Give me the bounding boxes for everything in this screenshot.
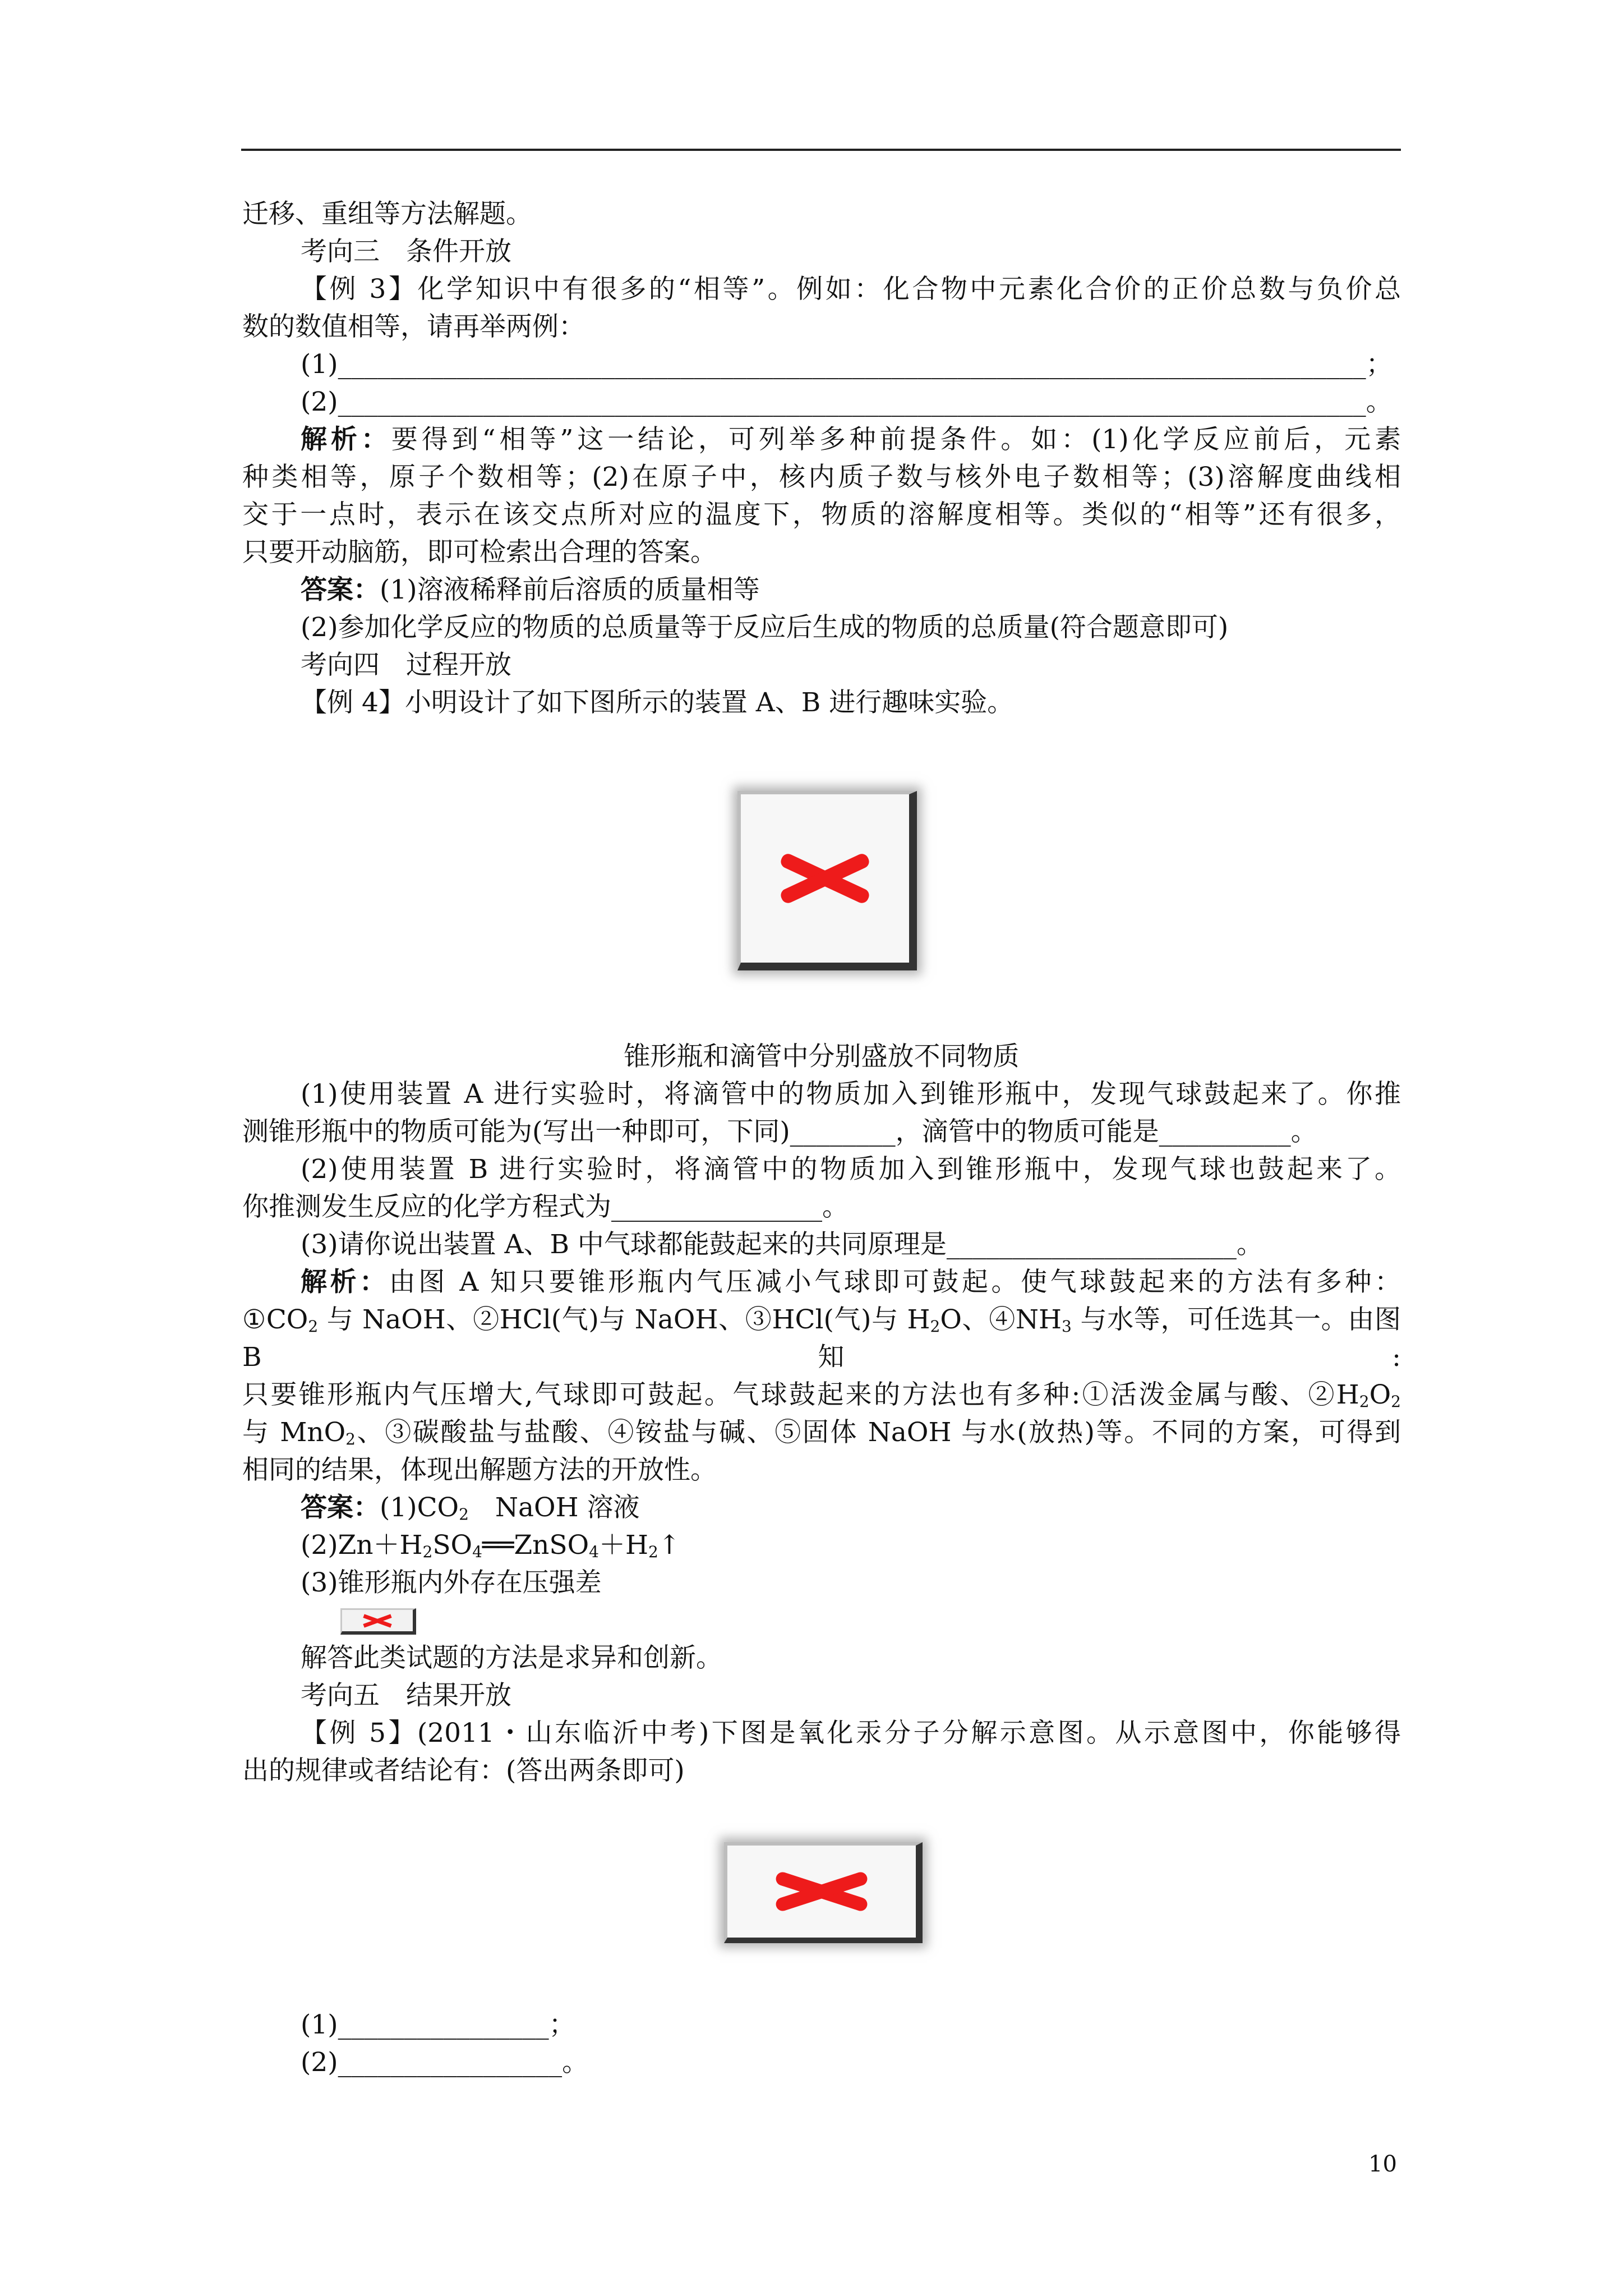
- text-line: 只要锥形瓶内气压增大,气球即可鼓起。气球鼓起来的方法也有多种:①活泼金属与酸、$②H_2O_2$: [242, 1379, 1401, 1411]
- answer-label: 答案：: [301, 1492, 380, 1523]
- text-line: 数的数值相等，请再举两例：: [242, 311, 585, 342]
- text-line: (1)使用装置 A 进行实验时，将滴管中的物质加入到锥形瓶中，发现气球鼓起来了。你推: [301, 1079, 1401, 1110]
- page-number: 10: [1368, 2151, 1397, 2177]
- answer-line: $(2)Zn+H_2SO_4══ZnSO_4+H_2↑$: [301, 1530, 681, 1561]
- section-heading: 考向五 结果开放: [301, 1680, 511, 1711]
- section-heading: 考向三 条件开放: [301, 236, 511, 267]
- blank-line-1: (1)________________；: [301, 2009, 575, 2040]
- analysis-label: 解析：: [301, 424, 391, 455]
- header-rule: [241, 149, 1401, 151]
- answer-line: (2)参加化学反应的物质的总质量等于反应后生成的物质的总质量(符合题意即可): [301, 612, 1229, 643]
- page-content: [242, 195, 1401, 2081]
- text-line: 迁移、重组等方法解题。: [242, 199, 532, 229]
- blank-line-1: (1)______________________________________________________________________________；: [301, 349, 1393, 380]
- text-line: 只要开动脑筋，即可检索出合理的答案。: [242, 537, 717, 568]
- answer-label: 答案：: [301, 574, 380, 605]
- text-line: 测锥形瓶中的物质可能为(写出一种即可，下同)________，滴管中的物质可能是__________。: [242, 1116, 1317, 1147]
- blank-line-2: (2)_________________。: [301, 2047, 589, 2078]
- answer-line: (3)锥形瓶内外存在压强差: [301, 1567, 602, 1598]
- analysis-line: 解析：要得到“相等”这一结论，可列举多种前提条件。如：(1)化学反应前后，元素: [301, 424, 1401, 455]
- broken-image-figure: [716, 1834, 927, 1950]
- blank-line-2: (2)______________________________________________________________________________。: [301, 386, 1393, 417]
- example-4-question: 【例 4】小明设计了如下图所示的装置 A、B 进行趣味实验。: [301, 687, 1014, 718]
- text-line: (3)请你说出装置 A、B 中气球都能鼓起来的共同原理是______________________。: [301, 1229, 1263, 1260]
- text-line: 出的规律或者结论有：(答出两条即可): [242, 1755, 685, 1786]
- answer-line: 答案：(1)溶液稀释前后溶质的质量相等: [301, 574, 760, 605]
- broken-image-icon: [774, 1866, 869, 1917]
- figure-caption: 锥形瓶和滴管中分别盛放不同物质: [624, 1041, 1020, 1072]
- section-heading: 考向四 过程开放: [301, 650, 511, 680]
- analysis-line: 解析：由图 A 知只要锥形瓶内气压减小气球即可鼓起。使气球鼓起来的方法有多种：: [301, 1267, 1401, 1297]
- text-line: $①CO_2$ 与 NaOH、②HCl(气)与 NaOH、③HCl(气)与 $H_2O$、$④NH_3$ 与水等，可任选其一。由图 B 知:: [242, 1304, 1401, 1373]
- text-line: 与 MnO$_2$、③碳酸盐与盐酸、④铵盐与碱、⑤固体 NaOH 与水(放热)等。不同的方案，可得到: [242, 1417, 1401, 1448]
- text-line: (2)使用装置 B 进行实验时，将滴管中的物质加入到锥形瓶中，发现气球也鼓起来了。: [301, 1154, 1401, 1185]
- broken-image-icon: [777, 848, 873, 909]
- broken-image-figure: [728, 782, 915, 968]
- text-line: 相同的结果，体现出解题方法的开放性。: [242, 1455, 717, 1485]
- example-3-question: 【例 3】化学知识中有很多的“相等”。例如：化合物中元素化合价的正价总数与负价总: [301, 274, 1401, 305]
- text-line: 解答此类试题的方法是求异和创新。: [301, 1642, 722, 1673]
- text-line: 交于一点时，表示在该交点所对应的温度下，物质的溶解度相等。类似的“相等”还有很多，: [242, 499, 1401, 530]
- text-line: 种类相等，原子个数相等；(2)在原子中，核内质子数与核外电子数相等；(3)溶解度曲线相: [242, 462, 1401, 493]
- broken-image-small: [340, 1608, 416, 1635]
- broken-image-icon: [363, 1614, 392, 1627]
- text-line: 你推测发生反应的化学方程式为________________。: [242, 1191, 849, 1222]
- example-5-question: 【例 5】(2011・山东临沂中考)下图是氧化汞分子分解示意图。从示意图中，你能够得: [301, 1718, 1401, 1749]
- analysis-label: 解析：: [301, 1267, 389, 1297]
- answer-line: 答案：$(1)CO_2$ NaOH 溶液: [301, 1492, 640, 1524]
